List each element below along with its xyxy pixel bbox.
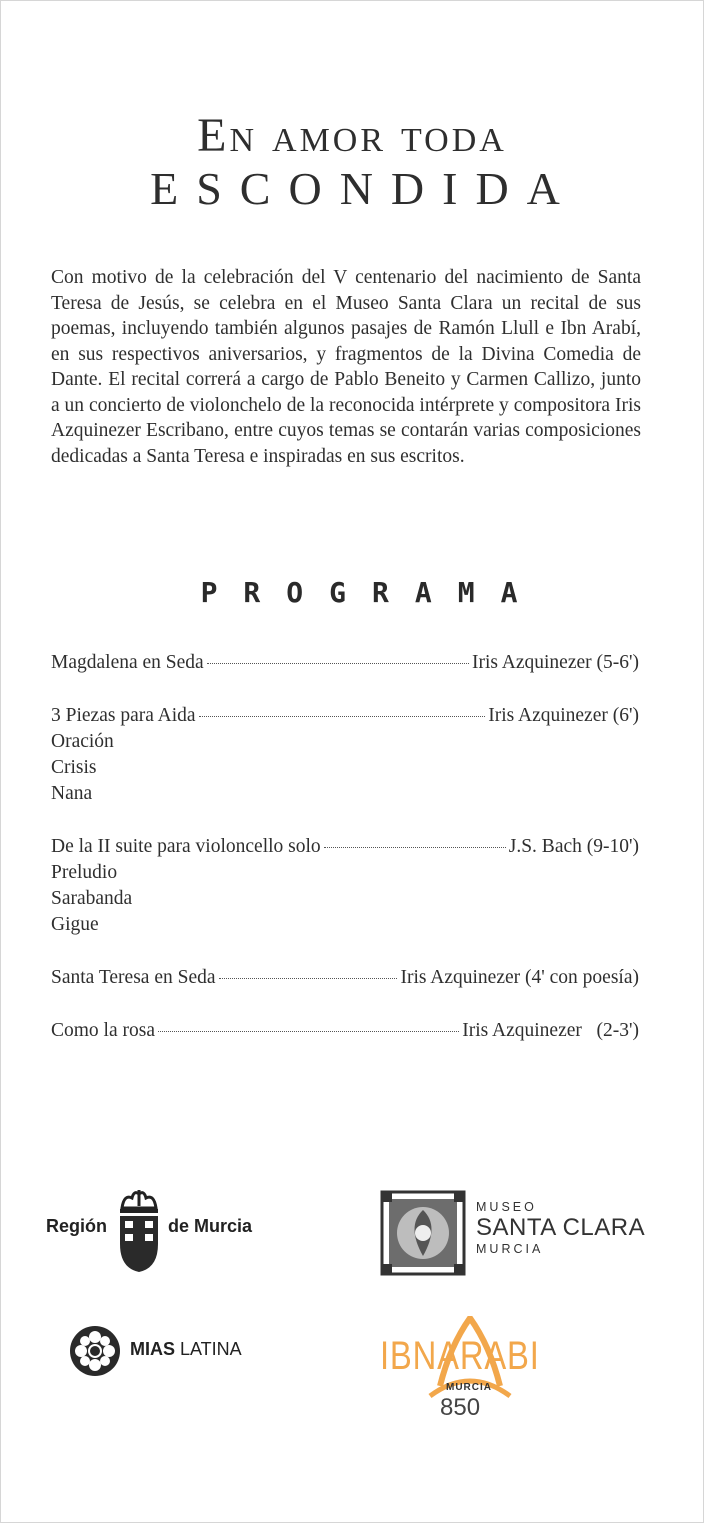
ibn-murcia-label: MURCIA <box>446 1382 492 1393</box>
region-murcia-logo <box>46 1188 266 1278</box>
piece-title: 3 Piezas para Aida <box>51 705 196 726</box>
movement: Nana <box>51 783 93 804</box>
murcia-crest-icon <box>116 1188 162 1274</box>
murcia-word: de Murcia <box>168 1216 253 1236</box>
piece-title: Magdalena en Seda <box>51 652 204 673</box>
dot-leader <box>158 1031 459 1032</box>
title-line-1: En amor toda <box>197 109 507 162</box>
santa-clara-label: SANTA CLARA <box>476 1214 646 1241</box>
movement: Sarabanda <box>51 888 133 909</box>
dot-leader <box>219 978 398 979</box>
program-item <box>51 965 639 991</box>
intro-paragraph: Con motivo de la celebración del V centenario del nacimiento de Santa Teresa de Jesús, se celebra en el Museo Santa Clara un recital de sus poemas, incluyendo también algunos pasajes de Ramón Llull e Ibn Arabí, en sus respectivos aniversarios, y fragmentos de la Divina Comedia de Dante. El recital correrá a cargo de Pablo Beneito y Carmen Callizo, junto a un concierto de violonchelo de la reconocida intérprete y compositora Iris Azquinezer Escribano, entre cuyos temas se contarán varias composiciones dedicadas a Santa Teresa e inspiradas en sus escritos. <box>51 267 641 467</box>
movement: Crisis <box>51 757 97 778</box>
mias-rest-text: LATINA <box>175 1339 242 1359</box>
murcia-label: MURCIA <box>476 1242 544 1256</box>
dot-leader <box>207 663 469 664</box>
dot-leader <box>199 716 486 717</box>
museo-santa-clara-logo <box>380 1190 650 1280</box>
ibn-850-number: 850 <box>440 1394 481 1421</box>
mias-bold-text: MIAS <box>130 1339 175 1359</box>
movement: Preludio <box>51 862 118 883</box>
piece-author: Iris Azquinezer (4' con poesía) <box>400 967 639 988</box>
region-word: Región <box>46 1216 107 1236</box>
piece-author: Iris Azquinezer (2-3') <box>462 1020 639 1041</box>
ibn-arabi-word: IBNARABI <box>380 1334 540 1378</box>
ibn-arabi-logo <box>380 1316 560 1426</box>
piece-author: Iris Azquinezer (6') <box>488 705 639 726</box>
piece-author: Iris Azquinezer (5-6') <box>471 652 639 673</box>
piece-title: De la II suite para violoncello solo <box>51 836 321 857</box>
program-item <box>51 834 639 938</box>
program-item <box>51 650 639 676</box>
program-heading: PROGRAMA <box>200 576 544 609</box>
dot-leader <box>324 847 506 848</box>
movement: Oración <box>51 731 114 752</box>
movement: Gigue <box>51 914 99 935</box>
piece-author: J.S. Bach (9-10') <box>508 836 639 857</box>
program-item <box>51 703 639 807</box>
ornament-tile-icon <box>380 1190 466 1276</box>
rosette-icon <box>68 1324 122 1378</box>
piece-title: Como la rosa <box>51 1020 155 1041</box>
museo-label: MUSEO <box>476 1200 537 1214</box>
program-list <box>51 650 639 1071</box>
title-line-2: ESCONDIDA <box>150 163 578 214</box>
mias-latina-logo <box>68 1322 278 1382</box>
program-item <box>51 1018 639 1044</box>
piece-title: Santa Teresa en Seda <box>51 967 216 988</box>
